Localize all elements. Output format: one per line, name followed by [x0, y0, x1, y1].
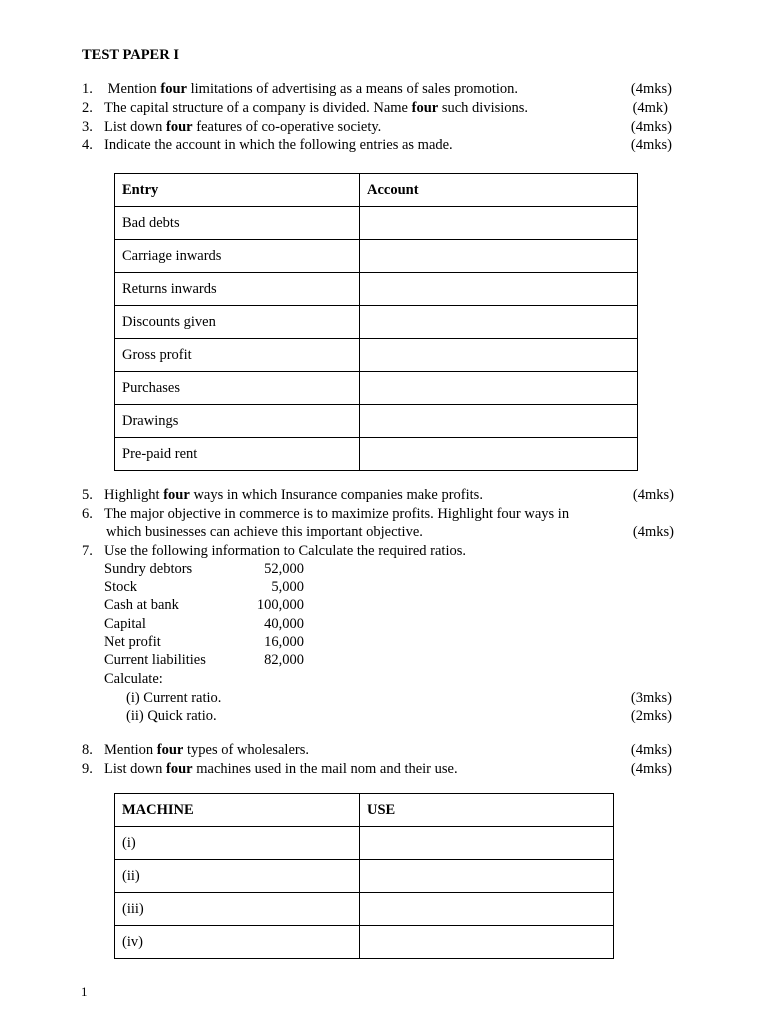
- question-3: 3. List down four features of co-operative society. (4mks): [82, 119, 672, 135]
- marks: (4mks): [630, 137, 672, 153]
- use-answer-cell[interactable]: [360, 827, 614, 860]
- list-item: Cash at bank 100,000: [104, 597, 304, 614]
- table-row: [115, 306, 638, 339]
- question-6-continuation: which businesses can achieve this important objective. (4mks): [106, 524, 674, 540]
- table-header-row: [115, 174, 638, 207]
- entry-cell: Gross profit: [115, 339, 360, 372]
- question-2: 2. The capital structure of a company is divided. Name four such divisions. (4mk): [82, 100, 668, 116]
- entry-cell: Returns inwards: [115, 273, 360, 306]
- table-row: [115, 207, 638, 240]
- list-item: Stock 5,000: [104, 579, 304, 596]
- marks: (4mks): [630, 119, 672, 135]
- table-header-row: [115, 794, 614, 827]
- ratio-information-list: [104, 560, 304, 669]
- calculate-label: Calculate:: [104, 671, 163, 687]
- table-row: [115, 893, 614, 926]
- list-item: Capital 40,000: [104, 615, 304, 632]
- page-title: TEST PAPER I: [82, 47, 179, 63]
- question-6: 6. The major objective in commerce is to maximize profits. Highlight four ways in: [82, 506, 570, 522]
- column-header-entry: Entry: [115, 174, 360, 207]
- use-answer-cell[interactable]: [360, 926, 614, 959]
- entry-cell: Bad debts: [115, 207, 360, 240]
- marks: (4mks): [632, 487, 674, 503]
- marks: (4mks): [630, 742, 672, 758]
- account-answer-cell[interactable]: [360, 273, 638, 306]
- question-9: 9. List down four machines used in the mail nom and their use. (4mks): [82, 761, 672, 777]
- question-5: 5. Highlight four ways in which Insurance companies make profits. (4mks): [82, 487, 674, 503]
- marks: (4mks): [632, 524, 674, 540]
- table-row: [115, 827, 614, 860]
- marks: (3mks): [630, 690, 672, 706]
- account-answer-cell[interactable]: [360, 438, 638, 471]
- marks: (4mk): [632, 100, 668, 116]
- list-item: Sundry debtors 52,000: [104, 561, 304, 577]
- entry-cell: Discounts given: [115, 306, 360, 339]
- account-answer-cell[interactable]: [360, 405, 638, 438]
- question-4: 4. Indicate the account in which the following entries as made. (4mks): [82, 137, 672, 153]
- account-answer-cell[interactable]: [360, 207, 638, 240]
- column-header-account: Account: [360, 174, 638, 207]
- machine-cell[interactable]: (ii): [115, 860, 360, 893]
- entry-cell: Pre-paid rent: [115, 438, 360, 471]
- marks: (4mks): [630, 81, 672, 97]
- sub-question-quick-ratio: (ii) Quick ratio. (2mks): [126, 708, 672, 724]
- column-header-use: USE: [360, 794, 614, 827]
- account-answer-cell[interactable]: [360, 339, 638, 372]
- marks: (2mks): [630, 708, 672, 724]
- marks: (4mks): [630, 761, 672, 777]
- account-answer-cell[interactable]: [360, 240, 638, 273]
- column-header-machine: MACHINE: [115, 794, 360, 827]
- machine-cell[interactable]: (iii): [115, 893, 360, 926]
- table-row: [115, 860, 614, 893]
- entry-cell: Carriage inwards: [115, 240, 360, 273]
- machine-cell[interactable]: (i): [115, 827, 360, 860]
- machines-table: [114, 793, 614, 959]
- page-number: 1: [81, 984, 88, 999]
- table-row: [115, 240, 638, 273]
- table-row: [115, 339, 638, 372]
- account-answer-cell[interactable]: [360, 306, 638, 339]
- question-8: 8. Mention four types of wholesalers. (4mks): [82, 742, 672, 758]
- list-item: Net profit 16,000: [104, 633, 304, 650]
- entry-cell: Purchases: [115, 372, 360, 405]
- table-row: [115, 372, 638, 405]
- list-item: Current liabilities 82,000: [104, 651, 304, 668]
- question-7: 7. Use the following information to Calculate the required ratios.: [82, 543, 466, 559]
- entry-cell: Drawings: [115, 405, 360, 438]
- use-answer-cell[interactable]: [360, 860, 614, 893]
- use-answer-cell[interactable]: [360, 893, 614, 926]
- entries-table: [114, 173, 638, 471]
- table-row: [115, 926, 614, 959]
- machine-cell[interactable]: (iv): [115, 926, 360, 959]
- table-row: [115, 405, 638, 438]
- table-row: [115, 438, 638, 471]
- account-answer-cell[interactable]: [360, 372, 638, 405]
- question-1: 1. Mention four limitations of advertising as a means of sales promotion. (4mks): [82, 81, 672, 97]
- table-row: [115, 273, 638, 306]
- sub-question-current-ratio: (i) Current ratio. (3mks): [126, 690, 672, 706]
